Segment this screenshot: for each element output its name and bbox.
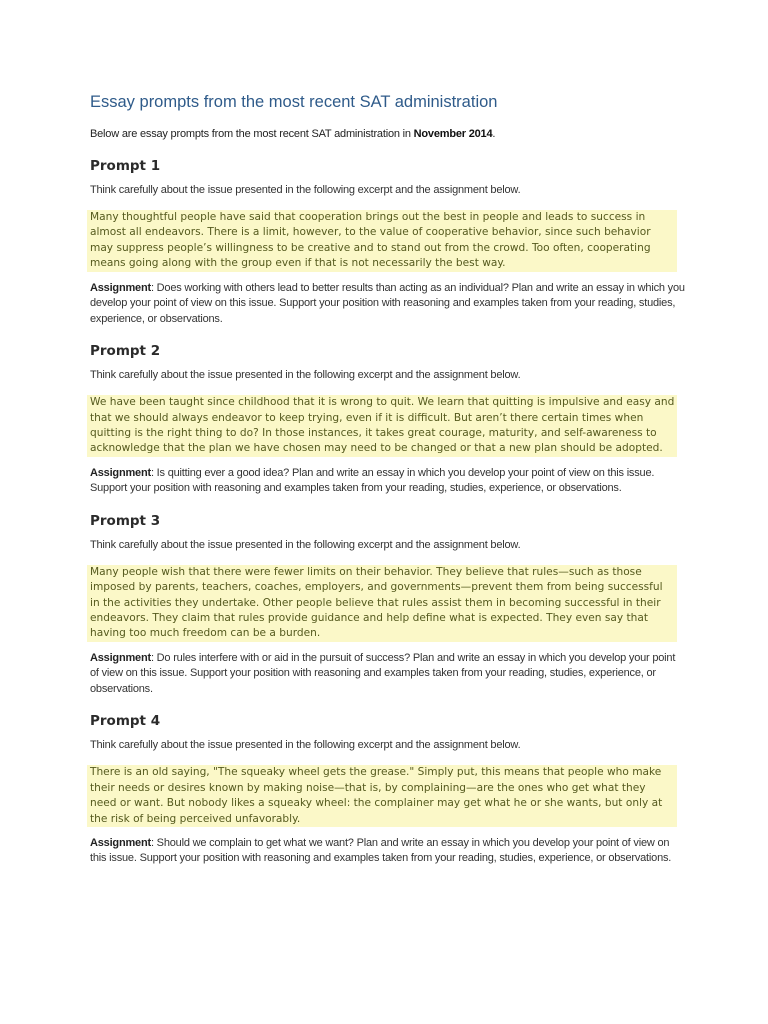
prompt-heading: Prompt 3 [90,512,161,529]
prompt-section-1 [90,156,686,327]
prompt-assignment [90,281,686,328]
assignment-text: : Is quitting ever a good idea? Plan and write an essay in which you develop your point of view on this issue. Support your position with reasoning and examples taken from your reading, studies, experience, or observations. [90,466,655,495]
intro-text: Below are essay prompts from the most recent SAT administration in [90,128,414,140]
prompt-assignment [90,466,686,497]
assignment-label: Assignment [90,281,151,294]
assignment-label: Assignment [90,651,151,664]
prompt-section-3 [90,511,686,698]
intro-end: . [492,128,496,140]
assignment-text: : Does working with others lead to better results than acting as an individual? Plan and write an essay in which you develop your point of view on this issue. Support your position with reasoning and examples taken from your reading, studies, experience, or observations. [90,281,685,325]
intro-date: November 2014 [413,128,493,140]
assignment-label: Assignment [90,466,151,479]
prompt-heading: Prompt 4 [90,713,161,730]
assignment-text: : Do rules interfere with or aid in the pursuit of success? Plan and write an essay in which you develop your point of view on this issue. Support your position with reasoning and examples taken from your reading, studies, experience, or observations. [90,651,676,695]
prompt-assignment [90,836,686,867]
prompt-assignment [90,651,686,698]
intro-paragraph [90,127,686,142]
assignment-text: : Should we complain to get what we want? Plan and write an essay in which you develop your point of view on this issue. Support your position with reasoning and examples taken from your reading, studies, experience, or observations. [90,836,672,865]
prompt-section-2 [90,341,686,497]
prompt-section-4 [90,711,686,867]
prompt-heading: Prompt 1 [90,158,161,174]
prompt-instruction: Think carefully about the issue presented in the following excerpt and the assignment below. [90,184,521,196]
prompt-excerpt: There is an old saying, "The squeaky wheel gets the grease." Simply put, this means that people who make their needs or desires known by making noise—that is, by complaining—are the ones who get what they need or want. But nobody likes a squeaky wheel: the complainer may get what he or she wants, but only at the risk of being perceived unfavorably. [87,765,677,827]
prompt-instruction: Think carefully about the issue presented in the following excerpt and the assignment below. [90,369,521,382]
page-title: Essay prompts from the most recent SAT administration [90,93,498,111]
prompt-heading: Prompt 2 [90,343,161,360]
document-page [90,90,686,867]
prompt-instruction: Think carefully about the issue presented in the following excerpt and the assignment below. [90,538,521,551]
assignment-label: Assignment [90,836,151,849]
prompt-excerpt: Many thoughtful people have said that cooperation brings out the best in people and leads to success in almost all endeavors. There is a limit, however, to the value of cooperative behavior, since such behavior may suppress people’s willingness to be creative and to stand out from the crowd. Too often, cooperating means going along with the group even if that is not necessarily the best way. [87,210,677,272]
prompt-excerpt: Many people wish that there were fewer limits on their behavior. They believe that rules—such as those imposed by parents, teachers, coaches, employers, and governments—prevent them from being successful in the activities they undertake. Other people believe that rules assist them in becoming successful in their endeavors. They claim that rules provide guidance and help define what is expected. They even say that having too much freedom can be a burden. [87,565,677,642]
prompt-excerpt: We have been taught since childhood that it is wrong to quit. We learn that quitting is impulsive and easy and that we should always endeavor to keep trying, even if it is difficult. But aren’t there certain times when quitting is the right thing to do? In those instances, it takes great courage, maturity, and self-awareness to acknowledge that the plan we have chosen may need to be changed or that a new plan should be adopted. [87,395,677,457]
prompt-instruction: Think carefully about the issue presented in the following excerpt and the assignment below. [90,739,521,752]
